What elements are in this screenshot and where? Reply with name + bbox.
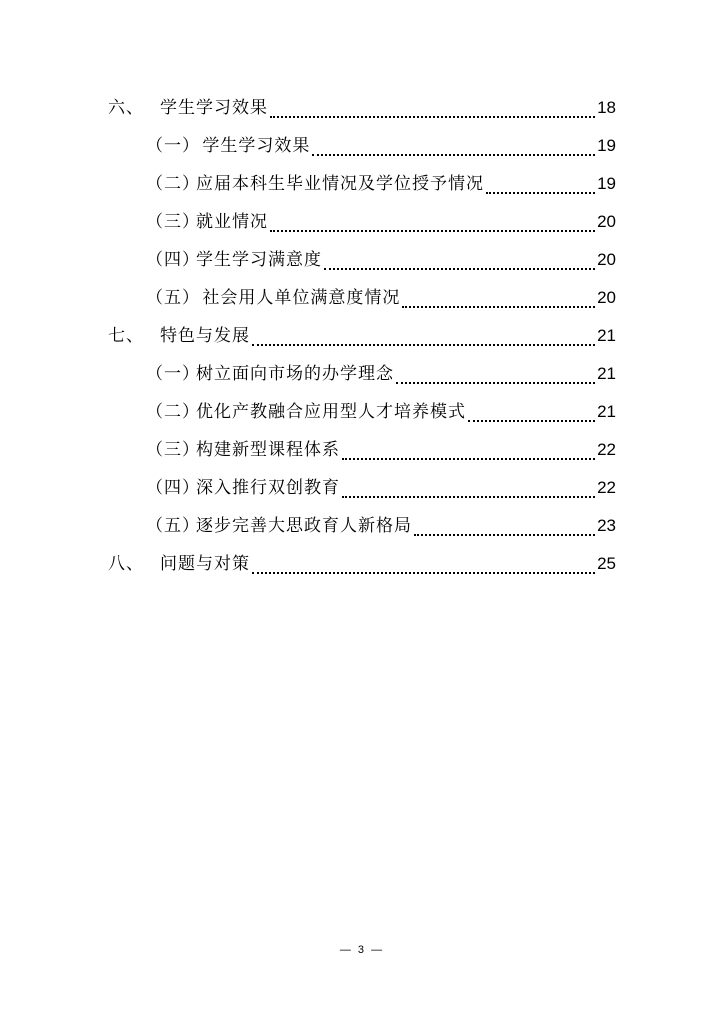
dot-leader — [270, 116, 595, 118]
toc-entry-label — [146, 475, 340, 501]
toc-entry-section-7-5[interactable] — [146, 513, 616, 539]
toc-entry-title: 学生学习效果 — [196, 136, 311, 156]
toc-entry-section-7[interactable] — [108, 323, 616, 349]
toc-entry-label — [146, 513, 412, 539]
dot-leader — [270, 230, 595, 232]
toc-entry-title: 深入推行双创教育 — [196, 478, 340, 498]
toc-entry-page: 20 — [597, 250, 616, 269]
toc-entry-label — [146, 247, 322, 273]
toc-entry-section-8[interactable] — [108, 551, 616, 577]
toc-entry-section-6-5[interactable] — [146, 285, 616, 311]
toc-entry-label — [146, 399, 466, 425]
toc-entry-page: 18 — [597, 98, 616, 117]
toc-entry-title: 学生学习满意度 — [196, 250, 322, 270]
dot-leader — [414, 534, 595, 536]
toc-entry-section-6-1[interactable] — [146, 133, 616, 159]
dot-leader — [468, 420, 595, 422]
toc-entry-label — [146, 437, 340, 463]
toc-entry-title: 应届本科生毕业情况及学位授予情况 — [196, 174, 484, 194]
toc-entry-title: 树立面向市场的办学理念 — [196, 364, 394, 384]
toc-entry-number: （二） — [146, 402, 200, 422]
toc-entry-section-6-4[interactable] — [146, 247, 616, 273]
toc-entry-page: 21 — [597, 402, 616, 421]
toc-entry-page: 19 — [597, 174, 616, 193]
toc-entry-section-7-2[interactable] — [146, 399, 616, 425]
toc-entry-label — [108, 551, 250, 577]
toc-entry-title: 社会用人单位满意度情况 — [196, 288, 401, 308]
toc-entry-page: 21 — [597, 326, 616, 345]
toc-entry-page: 20 — [597, 288, 616, 307]
toc-entry-number: 八、 — [108, 554, 144, 574]
toc-entry-number: （四） — [146, 250, 200, 270]
toc-entry-title: 逐步完善大思政育人新格局 — [196, 516, 412, 536]
toc-entry-number: （一） — [146, 364, 200, 384]
toc-entry-number: 六、 — [108, 98, 144, 118]
dot-leader — [342, 496, 595, 498]
toc-entry-page: 20 — [597, 212, 616, 231]
toc-entry-number: （一） — [146, 136, 200, 156]
toc-entry-title: 学生学习效果 — [160, 98, 268, 118]
toc-entry-number: 七、 — [108, 326, 144, 346]
toc-entry-section-6-3[interactable] — [146, 209, 616, 235]
toc-entry-title: 问题与对策 — [160, 554, 250, 574]
toc-entry-title: 特色与发展 — [160, 326, 250, 346]
toc-entry-label — [146, 133, 310, 159]
toc-entry-page: 21 — [597, 364, 616, 383]
toc-entry-number: （五） — [146, 288, 200, 308]
dot-leader — [342, 458, 595, 460]
toc-entry-section-6[interactable] — [108, 95, 616, 121]
toc-entry-page: 19 — [597, 136, 616, 155]
toc-entry-title: 就业情况 — [196, 212, 268, 232]
toc-entry-section-6-2[interactable] — [146, 171, 616, 197]
dot-leader — [324, 268, 595, 270]
toc-entry-label — [146, 209, 268, 235]
dot-leader — [252, 572, 595, 574]
page-number-footer: — 3 — — [339, 944, 385, 956]
toc-entry-label — [108, 95, 268, 121]
toc-entry-number: （四） — [146, 478, 200, 498]
toc-entry-number: （五） — [146, 516, 200, 536]
dot-leader — [486, 192, 595, 194]
toc-entry-number: （二） — [146, 174, 200, 194]
toc-entry-page: 22 — [597, 478, 616, 497]
dot-leader — [312, 154, 595, 156]
toc-entry-label — [108, 323, 250, 349]
toc-entry-page: 23 — [597, 516, 616, 535]
toc-entry-page: 22 — [597, 440, 616, 459]
toc-entry-section-7-4[interactable] — [146, 475, 616, 501]
toc-entry-label — [146, 171, 484, 197]
dot-leader — [402, 306, 595, 308]
toc-entry-number: （三） — [146, 212, 200, 232]
toc-entry-title: 构建新型课程体系 — [196, 440, 340, 460]
toc-entry-title: 优化产教融合应用型人才培养模式 — [196, 402, 466, 422]
toc-entry-section-7-1[interactable] — [146, 361, 616, 387]
dot-leader — [252, 344, 595, 346]
toc-entry-number: （三） — [146, 440, 200, 460]
toc-entry-page: 25 — [597, 554, 616, 573]
toc-entry-label — [146, 285, 400, 311]
toc-entry-section-7-3[interactable] — [146, 437, 616, 463]
toc-entry-label — [146, 361, 394, 387]
dot-leader — [396, 382, 595, 384]
